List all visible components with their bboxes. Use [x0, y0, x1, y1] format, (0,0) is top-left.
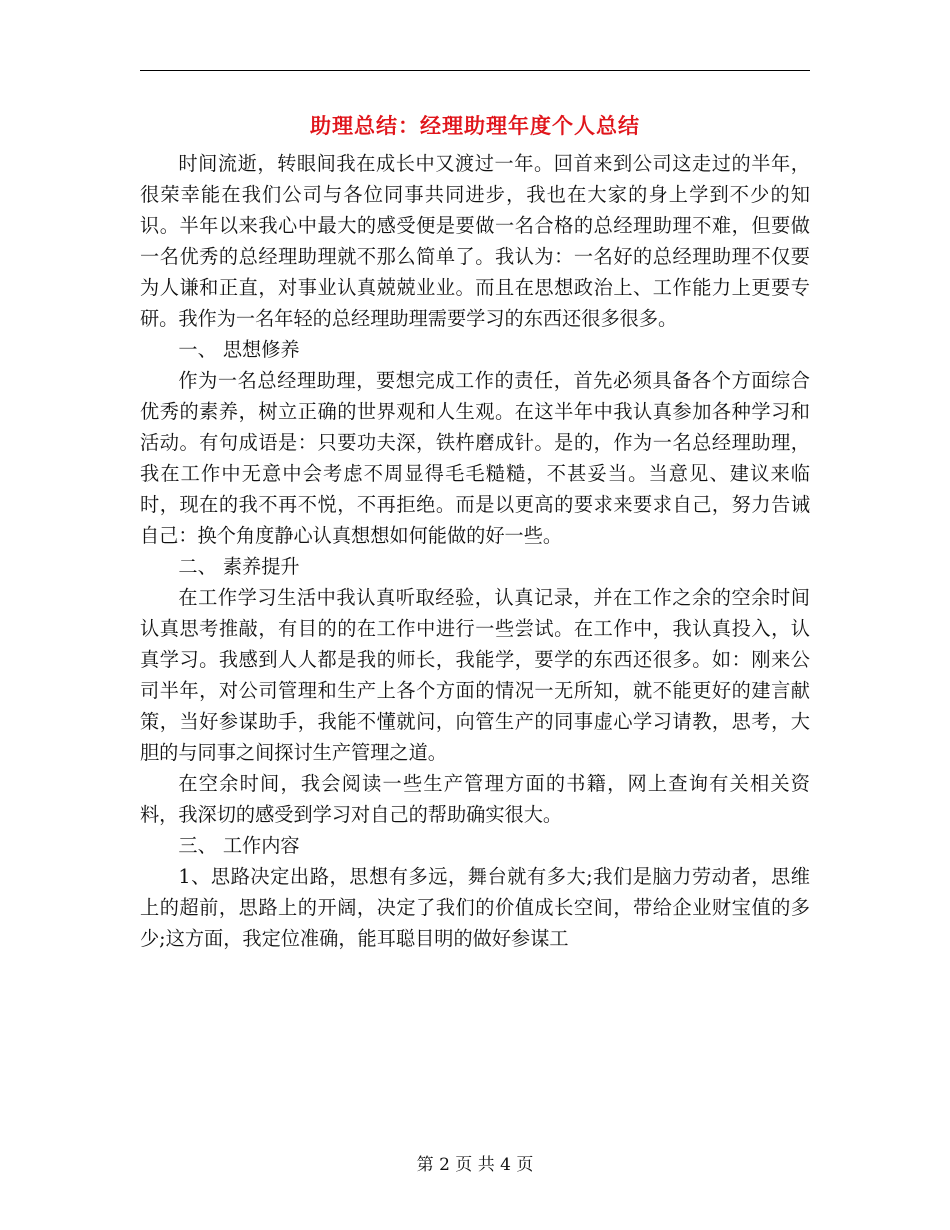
document-title: 助理总结：经理助理年度个人总结 [310, 113, 640, 138]
header-rule [140, 70, 810, 71]
section-heading-2: 二、 素养提升 [178, 555, 300, 578]
section-heading-3: 三、 工作内容 [178, 834, 300, 857]
paragraph-intro: 时间流逝，转眼间我在成长中又渡过一年。回首来到公司这走过的半年，很荣幸能在我们公司与各位同事共同进步，我也在大家的身上学到不少的知识。半年以来我心中最大的感受便是要做一名合格的总经理助理不难，但要做一名优秀的总经理助理就不那么简单了。我认为：一名好的总经理助理不仅要为人谦和正直，对事业认真兢兢业业。而且在思想政治上、工作能力上更要专研。我作为一名年轻的总经理助理需要学习的东西还很多很多。 [140, 152, 810, 330]
paragraph-section-1: 作为一名总经理助理，要想完成工作的责任，首先必须具备各个方面综合优秀的素养，树立正确的世界观和人生观。在这半年中我认真参加各种学习和活动。有句成语是：只要功夫深，铁杵磨成针。是的，作为一名总经理助理，我在工作中无意中会考虑不周显得毛毛糙糙，不甚妥当。当意见、建议来临时，现在的我不再不悦，不再拒绝。而是以更高的要求来要求自己，努力告诫自己：换个角度静心认真想想如何能做的好一些。 [140, 369, 810, 547]
document-body [140, 148, 810, 954]
section-heading-1: 一、 思想修养 [178, 338, 300, 361]
paragraph-section-3: 1、思路决定出路，思想有多远，舞台就有多大;我们是脑力劳动者，思维上的超前，思路上的开阔，决定了我们的价值成长空间，带给企业财宝值的多少;这方面，我定位准确，能耳聪目明的做好参谋工 [140, 865, 810, 950]
paragraph-section-2b: 在空余时间，我会阅读一些生产管理方面的书籍，网上查询有关相关资料，我深切的感受到学习对自己的帮助确实很大。 [140, 772, 810, 826]
page-number: 第 2 页 共 4 页 [416, 1155, 534, 1175]
paragraph-section-2a: 在工作学习生活中我认真听取经验，认真记录，并在工作之余的空余时间认真思考推敲，有目的的在工作中进行一些尝试。在工作中，我认真投入，认真学习。我感到人人都是我的师长，我能学，要学的东西还很多。如：刚来公司半年，对公司管理和生产上各个方面的情况一无所知，就不能更好的建言献策，当好参谋助手，我能不懂就问，向管生产的同事虚心学习请教，思考，大胆的与同事之间探讨生产管理之道。 [140, 586, 810, 764]
